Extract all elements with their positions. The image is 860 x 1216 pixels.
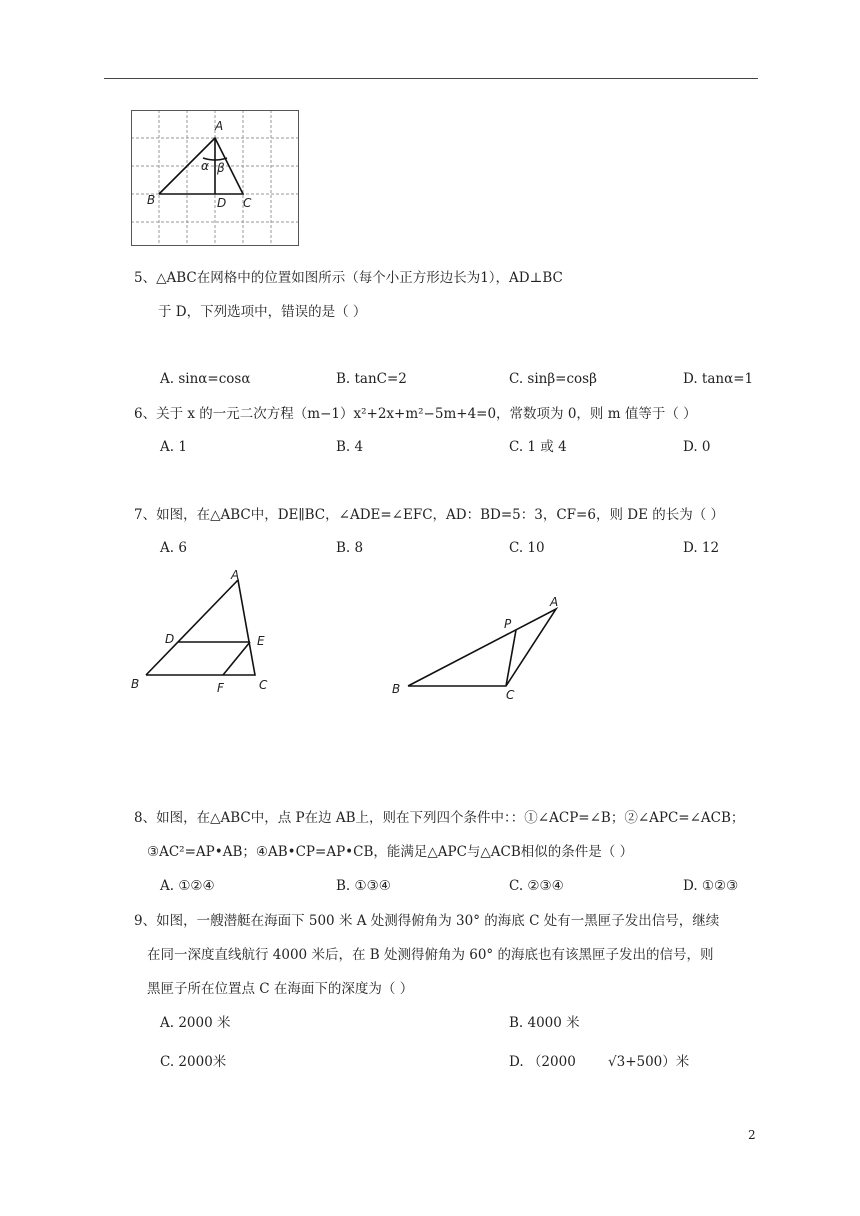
q7-label-f: F — [217, 681, 224, 695]
q6-option-d[interactable]: D. 0 — [683, 439, 711, 455]
q5-label-alpha: α — [201, 159, 209, 173]
q9-stem-line2: 在同一深度直线航行 4000 米后，在 B 处测得俯角为 60° 的海底也有该黑匣子发出的信号，则 — [147, 947, 714, 963]
q5-grid-figure — [131, 110, 301, 250]
q7-label-a: A — [231, 568, 240, 582]
q8-triangle-figure — [388, 592, 568, 702]
q5-stem-line2: 于 D，下列选项中，错误的是（ ） — [158, 304, 367, 320]
q6-option-b[interactable]: B. 4 — [336, 439, 364, 455]
q9-option-d-tail: √3+500）米 — [608, 1054, 690, 1070]
q8-option-b[interactable]: B. ①③④ — [336, 878, 391, 894]
q5-label-b: B — [147, 193, 156, 207]
q7-option-b[interactable]: B. 8 — [336, 540, 364, 556]
q9-option-d[interactable]: D. （2000 — [509, 1054, 576, 1070]
q6-stem: 6、关于 x 的一元二次方程（m−1）x²+2x+m²−5m+4=0，常数项为 0，则 m 值等于（ ） — [134, 406, 697, 422]
q9-stem-line3: 黑匣子所在位置点 C 在海面下的深度为（ ） — [147, 981, 414, 997]
q7-label-d: D — [165, 632, 175, 646]
q9-stem-line1: 9、如图，一艘潜艇在海面下 500 米 A 处测得俯角为 30° 的海底 C 处有一黑匣子发出信号，继续 — [134, 913, 720, 929]
q7-label-b: B — [131, 677, 140, 691]
q7-option-d[interactable]: D. 12 — [683, 540, 720, 556]
q7-label-e: E — [257, 634, 265, 648]
header-rule — [104, 78, 758, 79]
q8-option-d[interactable]: D. ①②③ — [683, 878, 739, 894]
q7-triangle-figure — [128, 565, 278, 700]
q8-label-p: P — [504, 617, 512, 631]
q5-label-a: A — [215, 119, 224, 133]
q7-option-c[interactable]: C. 10 — [509, 540, 545, 556]
q8-label-c: C — [506, 688, 515, 702]
q8-label-b: B — [392, 682, 401, 696]
q8-option-c[interactable]: C. ②③④ — [509, 878, 564, 894]
q5-label-d: D — [217, 196, 227, 210]
q9-option-c[interactable]: C. 2000米 — [160, 1054, 227, 1070]
page-number: 2 — [748, 1128, 756, 1142]
q5-option-b[interactable]: B. tanC=2 — [336, 371, 407, 387]
q5-option-a[interactable]: A. sinα=cosα — [160, 371, 251, 387]
q6-option-c[interactable]: C. 1 或 4 — [509, 439, 567, 455]
q5-stem-line1: 5、△ABC在网格中的位置如图所示（每个小正方形边长为1），AD⊥BC — [134, 270, 563, 286]
q5-option-d[interactable]: D. tanα=1 — [683, 371, 754, 387]
q6-option-a[interactable]: A. 1 — [160, 439, 187, 455]
q5-label-beta: β — [217, 161, 225, 175]
q9-option-b[interactable]: B. 4000 米 — [509, 1015, 580, 1031]
q8-stem-line2: ③AC²=AP•AB；④AB•CP=AP•CB，能满足△APC与△ACB相似的条件是（ ） — [147, 844, 634, 860]
q7-label-c: C — [259, 678, 268, 692]
q8-stem-line1: 8、如图，在△ABC中，点 P在边 AB上，则在下列四个条件中：：①∠ACP=∠B；②∠APC=∠ACB； — [134, 810, 745, 826]
q7-stem: 7、如图，在△ABC中，DE∥BC，∠ADE=∠EFC，AD：BD=5：3，CF=6，则 DE 的长为（ ） — [134, 507, 725, 523]
q9-option-a[interactable]: A. 2000 米 — [160, 1015, 231, 1031]
q8-label-a: A — [550, 595, 559, 609]
q8-option-a[interactable]: A. ①②④ — [160, 878, 215, 894]
q5-label-c: C — [243, 196, 252, 210]
q7-option-a[interactable]: A. 6 — [160, 540, 187, 556]
q5-option-c[interactable]: C. sinβ=cosβ — [509, 371, 597, 387]
